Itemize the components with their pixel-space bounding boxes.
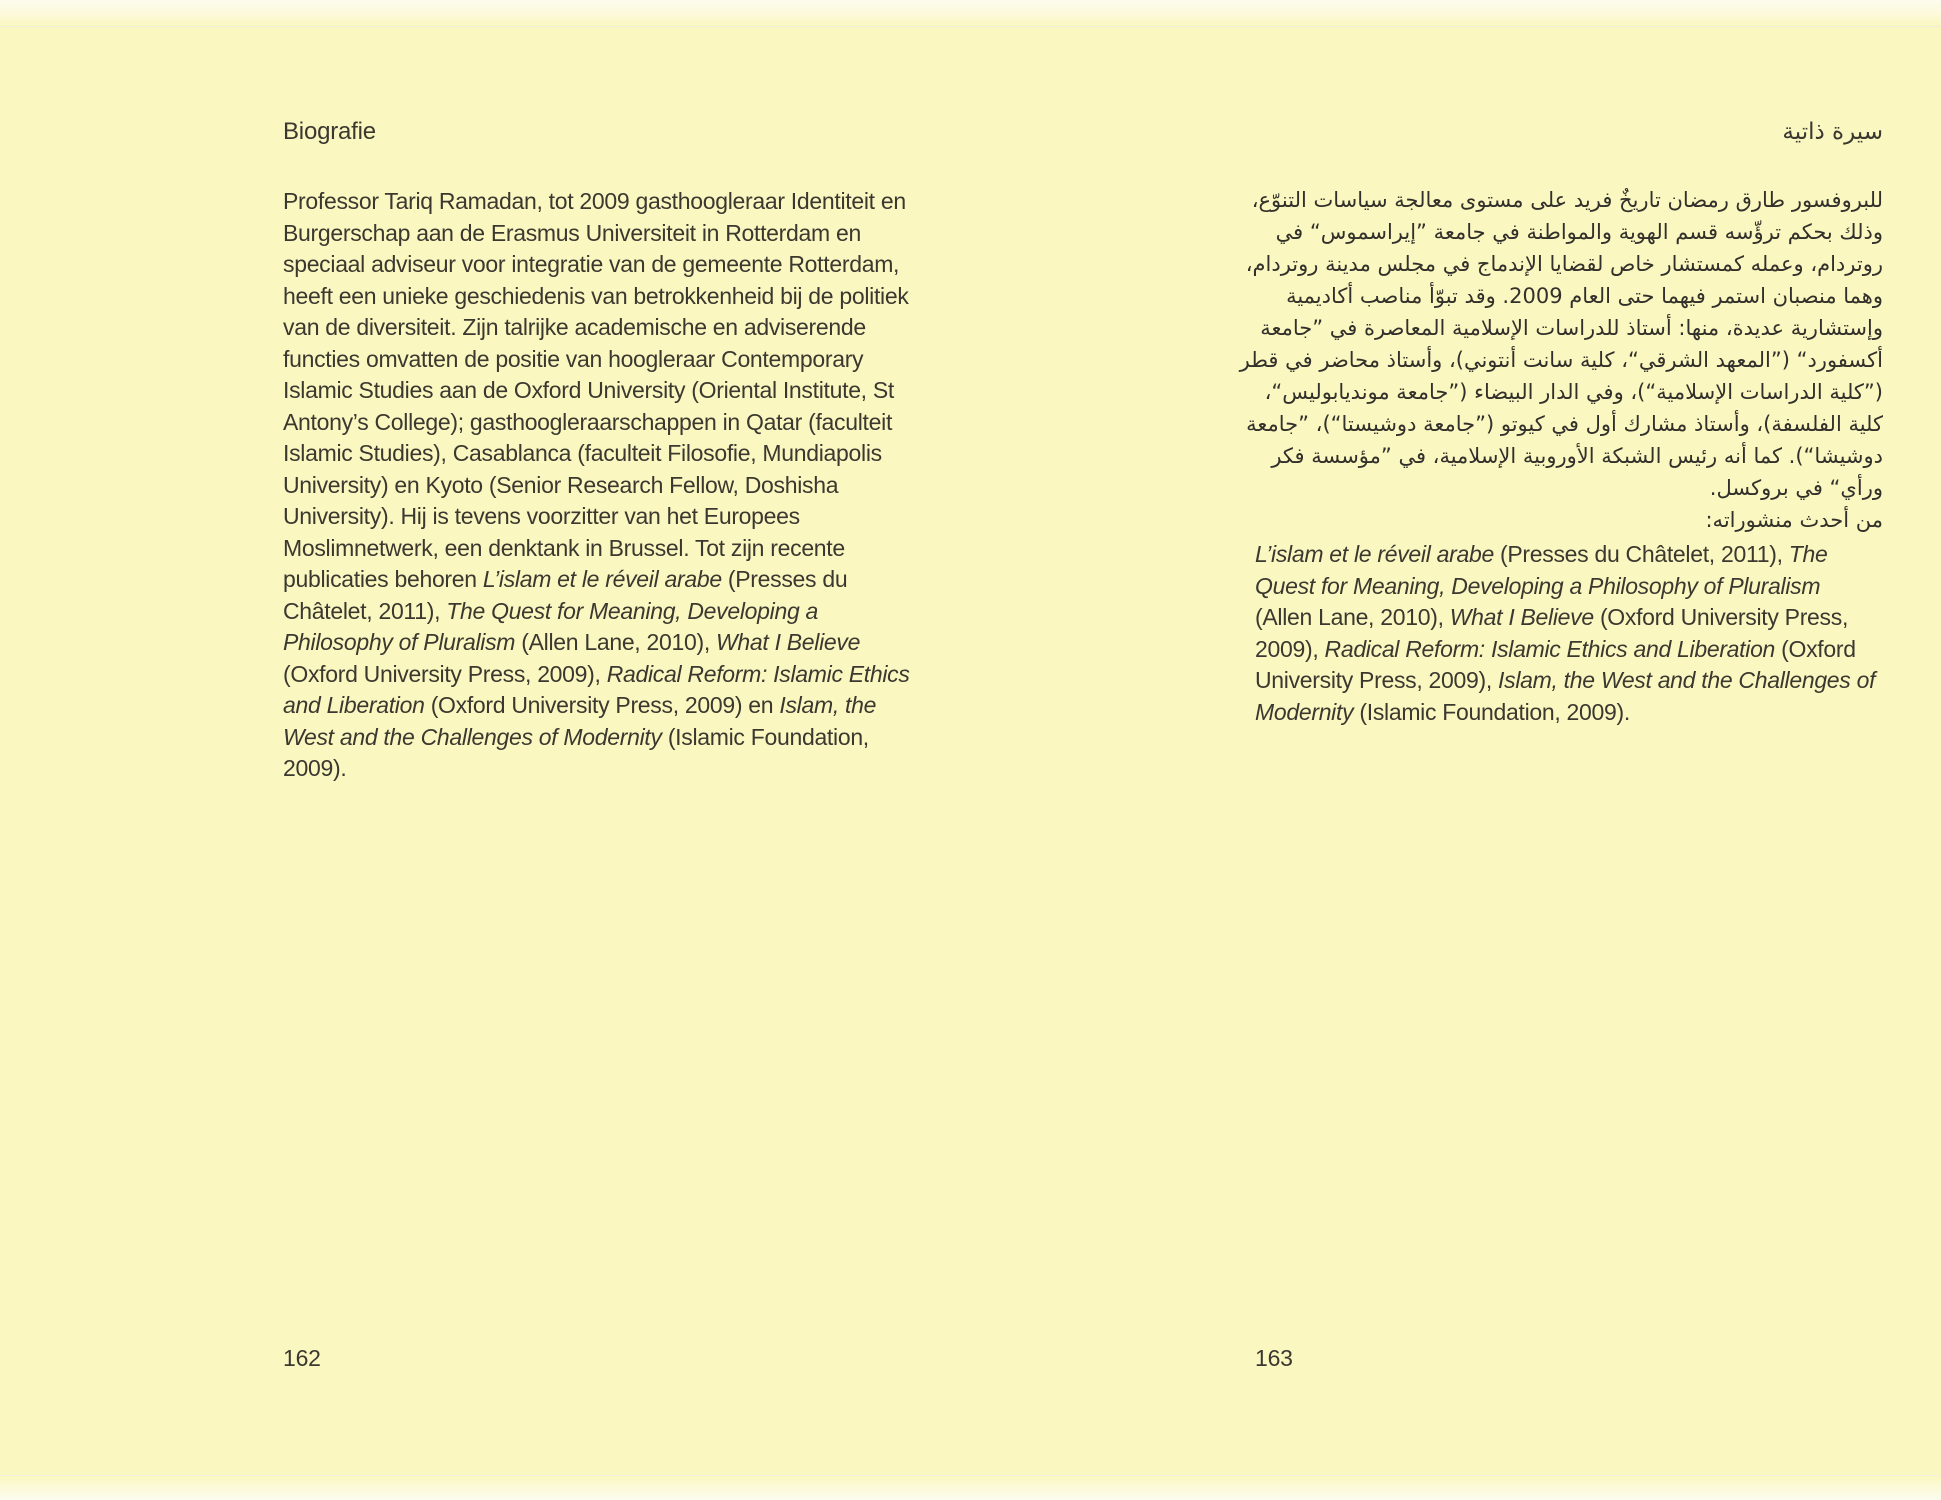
arabic-text-line: وإستشارية عديدة، منها: أستاذ للدراسات الإسلامية المعاصرة في ”جامعة	[1260, 316, 1883, 340]
arabic-text-line: للبروفسور طارق رمضان تاريخٌ فريد على مستوى معالجة سياسات التنوّع،	[1251, 188, 1883, 212]
biography-text-arabic	[1239, 184, 1883, 536]
arabic-text-line: من أحدث منشوراته:	[1705, 508, 1883, 532]
left-page	[283, 118, 918, 785]
arabic-text-line: دوشيشا“). كما أنه رئيس الشبكة الأوروبية الإسلامية، في ”مؤسسة فكر	[1271, 444, 1883, 468]
arabic-text-line: روتردام، وعمله كمستشار خاص لقضايا الإندماج في مجلس مدينة روتردام،	[1245, 252, 1883, 276]
arabic-text-line: (”كلية الدراسات الإسلامية“)، وفي الدار البيضاء (”جامعة مونديابوليس“،	[1264, 380, 1883, 404]
biography-text-dutch: Professor Tariq Ramadan, tot 2009 gasthoogleraar Identiteit en Burgerschap aan de Erasmus Universiteit in Rotterdam en speciaal adviseur voor integratie van de gemeente Rotterdam, heeft een unieke geschiedenis van betrokkenheid bij de politiek van de diversiteit. Zijn talrijke academische en adviserende functies omvatten de positie van hoogleraar Contemporary Islamic Studies aan de Oxford University (Oriental Institute, St Antony’s College); gasthoogleraarschappen in Qatar (faculteit Islamic Studies), Casablanca (faculteit Filosofie, Mundiapolis University) en Kyoto (Senior Research Fellow, Doshisha University). Hij is tevens voorzitter van het Europees Moslimnetwerk, een denktank in Brussel. Tot zijn recente publicaties behoren L’islam et le réveil arabe (Presses du Châtelet, 2011), The Quest for Meaning, Developing a Philosophy of Pluralism (Allen Lane, 2010), What I Believe (Oxford University Press, 2009), Radical Reform: Islamic Ethics and Liberation (Oxford University Press, 2009) en Islam, the West and the Challenges of Modernity (Islamic Foundation, 2009).	[283, 188, 910, 781]
page-bottom-edge	[0, 1475, 1941, 1500]
arabic-text-line: وذلك بحكم ترؤّسه قسم الهوية والمواطنة في جامعة ”إيراسموس“ في	[1275, 220, 1883, 244]
arabic-text-line: ورأي“ في بروكسل.	[1709, 476, 1883, 500]
arabic-text-line: كلية الفلسفة)، وأستاذ مشارك أول في كيوتو (”جامعة دوشيستا“)، ”جامعة	[1246, 412, 1883, 436]
publications-list-latin: L’islam et le réveil arabe (Presses du Châtelet, 2011), The Quest for Meaning, Developing a Philosophy of Pluralism (Allen Lane, 2010), What I Believe (Oxford University Press, 2009), Radical Reform: Islamic Ethics and Liberation (Oxford University Press, 2009), Islam, the West and the Challenges of Modernity (Islamic Foundation, 2009).	[1255, 541, 1876, 725]
page-top-edge	[0, 0, 1941, 27]
left-page-heading: Biografie	[283, 118, 376, 145]
arabic-text-line: أكسفورد“ (”المعهد الشرقي“، كلية سانت أنتوني)، وأستاذ محاضر في قطر	[1239, 348, 1883, 372]
arabic-text-line: وهما منصبان استمر فيهما حتى العام 2009. وقد تبوّأ مناصب أكاديمية	[1286, 284, 1883, 308]
page-number-right: 163	[1255, 1345, 1293, 1371]
right-page	[1239, 118, 1883, 728]
right-page-heading-arabic: سيرة ذاتية	[1782, 119, 1883, 145]
page-number-left: 162	[283, 1345, 321, 1371]
